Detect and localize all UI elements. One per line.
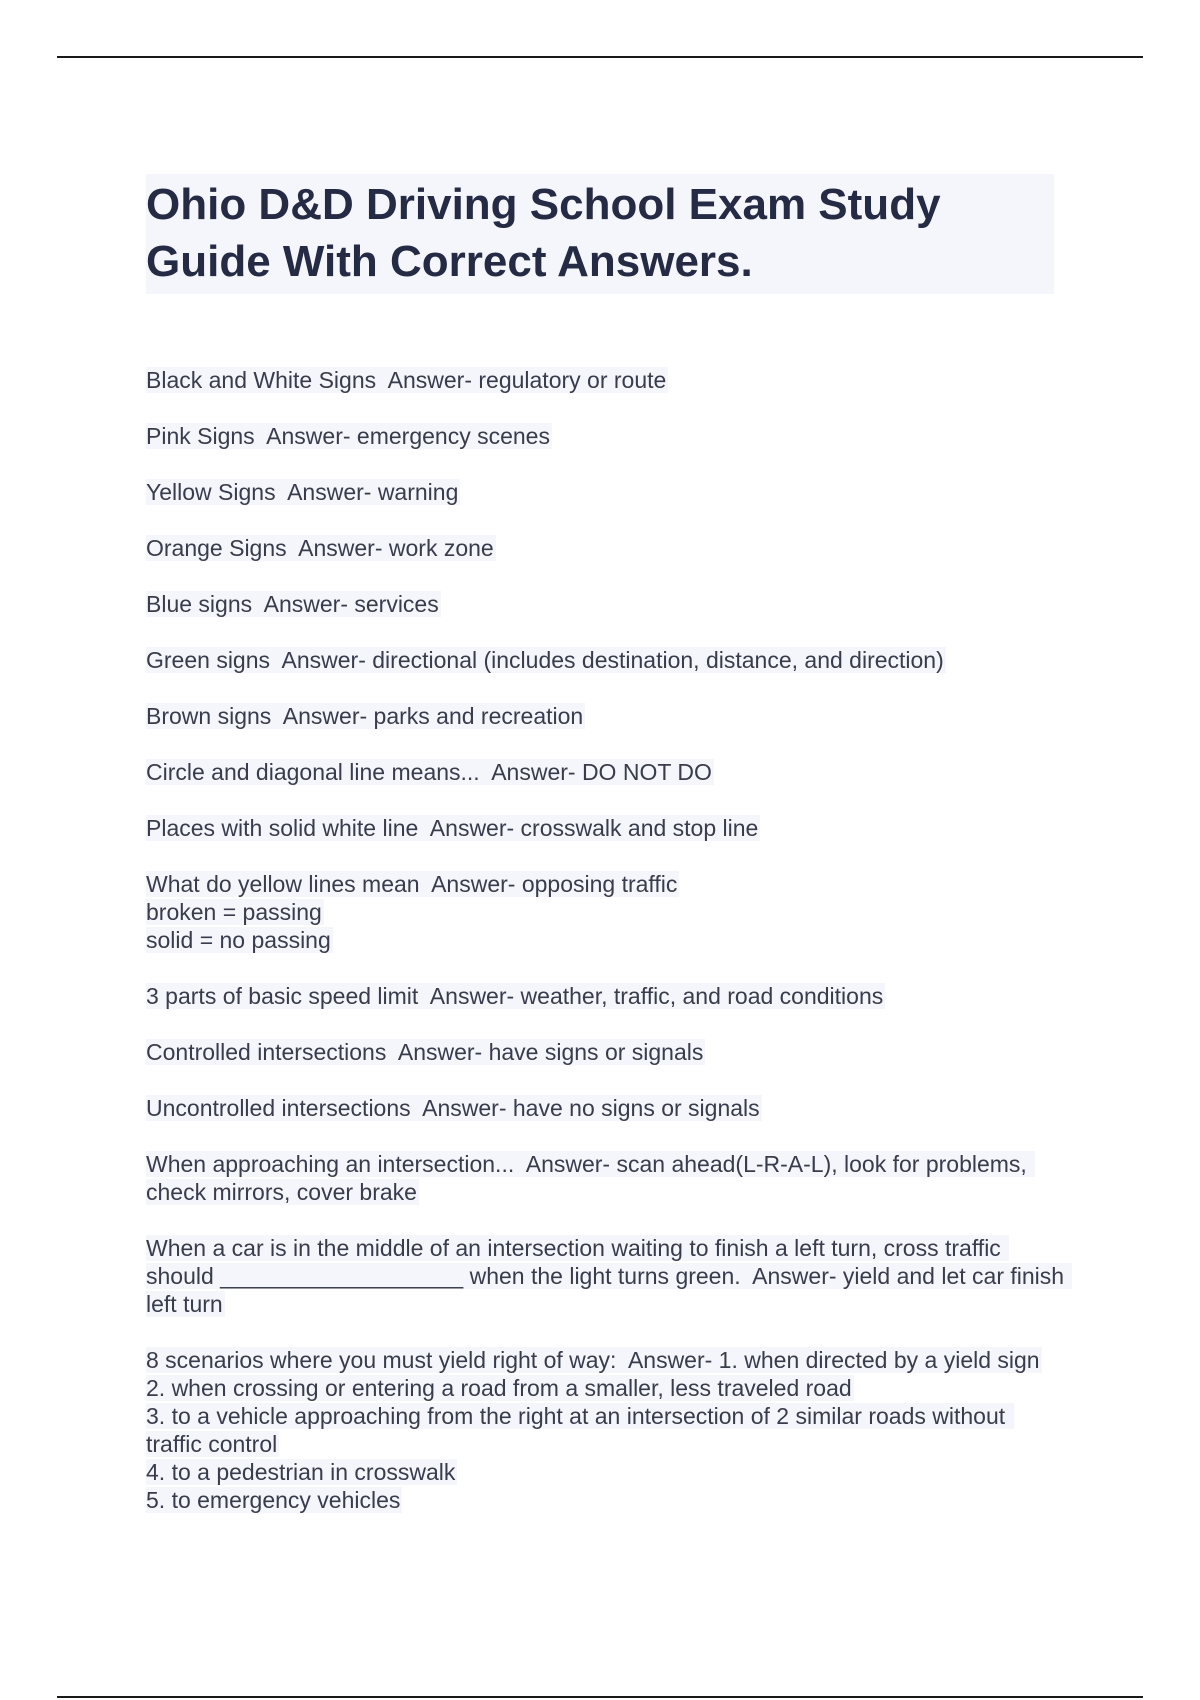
qa-text: 2. when crossing or entering a road from a smaller, less traveled road	[146, 1375, 852, 1401]
qa-item	[146, 814, 1066, 842]
qa-text: Black and White Signs Answer- regulatory or route	[146, 367, 667, 393]
qa-item	[146, 870, 1066, 954]
qa-text: 3 parts of basic speed limit Answer- weather, traffic, and road conditions	[146, 983, 884, 1009]
qa-line	[146, 534, 1066, 562]
qa-line	[146, 422, 1066, 450]
qa-item	[146, 758, 1066, 786]
qa-item	[146, 590, 1066, 618]
page-title: Ohio D&D Driving School Exam Study Guide With Correct Answers.	[146, 180, 941, 286]
qa-item	[146, 478, 1066, 506]
qa-item	[146, 1234, 1071, 1318]
qa-line	[146, 1234, 1071, 1318]
qa-text: What do yellow lines mean Answer- opposing traffic	[146, 871, 678, 897]
qa-text: solid = no passing	[146, 927, 331, 953]
qa-item	[146, 702, 1066, 730]
qa-item	[146, 982, 1066, 1010]
qa-text: 5. to emergency vehicles	[146, 1487, 401, 1513]
qa-text: When approaching an intersection... Answer- scan ahead(L-R-A-L), look for problems, check mirrors, cover brake	[146, 1151, 1034, 1205]
qa-text: Green signs Answer- directional (includes destination, distance, and direction)	[146, 647, 944, 673]
qa-item	[146, 534, 1066, 562]
qa-text: Yellow Signs Answer- warning	[146, 479, 459, 505]
qa-line	[146, 1458, 1066, 1486]
qa-item	[146, 422, 1066, 450]
qa-line	[146, 1486, 1066, 1514]
bottom-rule	[57, 1696, 1143, 1698]
qa-list	[146, 366, 1071, 1542]
qa-text: Pink Signs Answer- emergency scenes	[146, 423, 550, 449]
qa-line	[146, 982, 1066, 1010]
title-block	[146, 174, 1054, 294]
qa-item	[146, 1094, 1066, 1122]
qa-line	[146, 1374, 1066, 1402]
qa-line	[146, 646, 1066, 674]
qa-line	[146, 870, 1066, 898]
qa-line	[146, 366, 1066, 394]
qa-line	[146, 1094, 1066, 1122]
qa-line	[146, 898, 1066, 926]
qa-line	[146, 1038, 1066, 1066]
qa-item	[146, 1346, 1066, 1514]
qa-text: Controlled intersections Answer- have signs or signals	[146, 1039, 704, 1065]
qa-item	[146, 1038, 1066, 1066]
qa-text: When a car is in the middle of an intersection waiting to finish a left turn, cross traffic should ___________________ when the light turns green. Answer- yield and let car finish left turn	[146, 1235, 1071, 1317]
qa-text: 3. to a vehicle approaching from the right at an intersection of 2 similar roads without traffic control	[146, 1403, 1012, 1457]
qa-text: 8 scenarios where you must yield right of way: Answer- 1. when directed by a yield sign	[146, 1347, 1040, 1373]
qa-text: Places with solid white line Answer- crosswalk and stop line	[146, 815, 759, 841]
qa-item	[146, 366, 1066, 394]
qa-text: broken = passing	[146, 899, 322, 925]
qa-text: Blue signs Answer- services	[146, 591, 439, 617]
top-rule	[57, 56, 1143, 58]
qa-text: Brown signs Answer- parks and recreation	[146, 703, 584, 729]
qa-text: 4. to a pedestrian in crosswalk	[146, 1459, 456, 1485]
qa-line	[146, 814, 1066, 842]
qa-line	[146, 1150, 1066, 1206]
qa-line	[146, 702, 1066, 730]
qa-line	[146, 758, 1066, 786]
qa-line	[146, 590, 1066, 618]
qa-item	[146, 1150, 1066, 1206]
qa-text: Orange Signs Answer- work zone	[146, 535, 494, 561]
qa-line	[146, 926, 1066, 954]
qa-line	[146, 478, 1066, 506]
qa-line	[146, 1346, 1066, 1374]
qa-text: Uncontrolled intersections Answer- have no signs or signals	[146, 1095, 760, 1121]
qa-text: Circle and diagonal line means... Answer- DO NOT DO	[146, 759, 712, 785]
qa-item	[146, 646, 1066, 674]
qa-line	[146, 1402, 1066, 1458]
